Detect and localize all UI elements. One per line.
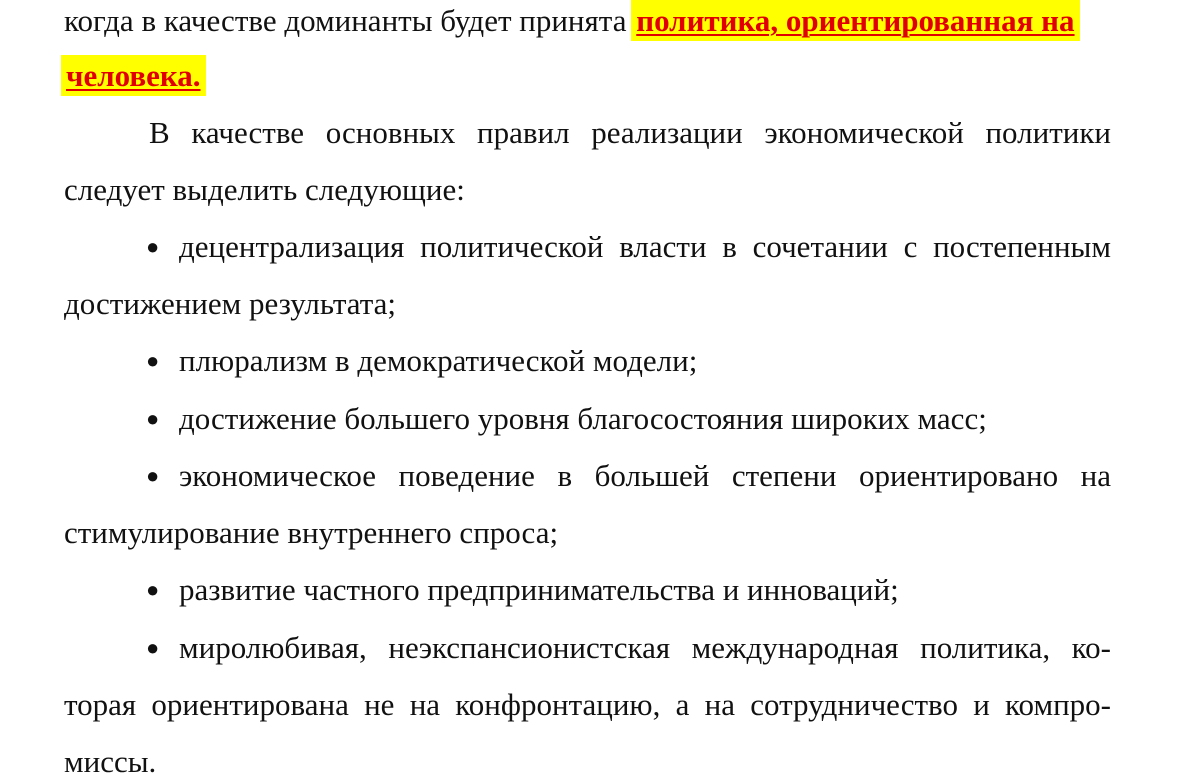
highlighted-phrase-part-2: человека. [66,58,201,93]
list-item-text-line-1: достижение большего уровня благосостояния широких масс; [179,401,987,436]
list-item [146,343,697,379]
bullet-icon: ● [146,234,160,259]
bullet-icon: ● [146,463,160,488]
list-item-continuation [64,744,156,780]
list-item-text-line-1: миролюбивая, неэкспансионистская международная политика, ко- [179,630,1111,665]
list-item-text-line-2: достижением результата; [64,286,396,321]
list-item-text-line-1: плюрализм в демократической модели; [179,343,698,378]
list-item [146,401,987,437]
paragraph-2-text-line-1: В качестве основных правил реализации экономической политики [149,115,1111,150]
list-item-text-line-2: торая ориентирована не на конфронтацию, а на сотрудничество и компро- [64,687,1111,722]
list-item [146,458,1111,494]
bullet-icon: ● [146,577,160,602]
highlighted-phrase-part-1: политика, ориентированная на [636,3,1075,38]
paragraph-1-text: когда в качестве доминанты будет принята [64,3,627,38]
paragraph-2-line-1 [149,115,1111,151]
list-item [146,630,1111,666]
list-item-text-line-3: миссы. [64,744,157,779]
list-item-text-line-1: децентрализация политической власти в сочетании с постепенным [179,229,1111,264]
list-item-text-line-2: стимулирование внутреннего спроса; [64,515,559,550]
list-item-continuation [64,515,558,551]
bullet-icon: ● [146,406,160,431]
list-item-continuation [64,286,396,322]
paragraph-2-text-line-2: следует выделить следующие: [64,172,465,207]
list-item [146,229,1111,265]
list-item-text-line-1: развитие частного предпринимательства и инноваций; [179,572,899,607]
bullet-icon: ● [146,635,160,660]
list-item-continuation [64,687,1111,723]
paragraph-1-line-2 [64,58,203,94]
paragraph-2-line-2 [64,172,465,208]
list-item [146,572,899,608]
bullet-icon: ● [146,348,160,373]
paragraph-1-line-1 [64,3,1077,39]
list-item-text-line-1: экономическое поведение в большей степени ориентировано на [179,458,1111,493]
